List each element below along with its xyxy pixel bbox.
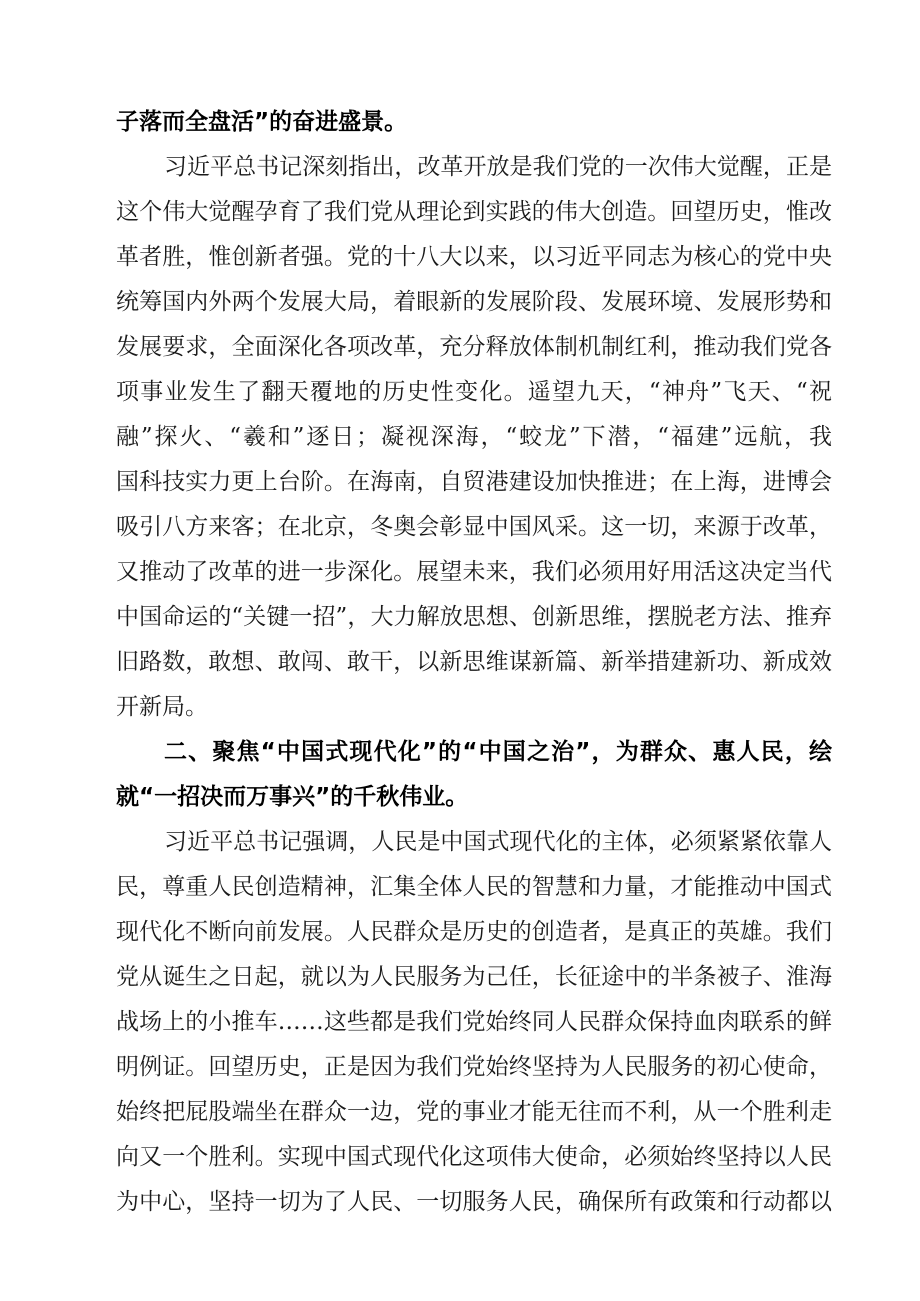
paragraph-people-line: 战场上的小推车……这些都是我们党始终同人民群众保持血肉联系的鲜 (116, 1009, 832, 1035)
paragraph-reform-line: 发展要求，全面深化各项改革，充分释放体制机制红利，推动我们党各 (116, 334, 832, 360)
paragraph-people-line: 始终把屁股端坐在群众一边，党的事业才能无往而不利，从一个胜利走 (116, 1099, 832, 1125)
paragraph-reform-line: 革者胜，惟创新者强。党的十八大以来，以习近平同志为核心的党中央 (116, 244, 832, 270)
paragraph-people-line: 党从诞生之日起，就以为人民服务为己任，长征途中的半条被子、淮海 (116, 964, 832, 990)
paragraph-reform-line: 这个伟大觉醒孕育了我们党从理论到实践的伟大创造。回望历史，惟改 (116, 199, 832, 225)
paragraph-continuation-line: 子落而全盘活”的奋进盛景。 (116, 109, 408, 135)
section-heading-two-line: 二、聚焦“中国式现代化”的“中国之治”，为群众、惠人民，绘 (164, 739, 832, 765)
paragraph-people-line: 民，尊重人民创造精神，汇集全体人民的智慧和力量，才能推动中国式 (116, 874, 832, 900)
paragraph-people-line: 习近平总书记强调，人民是中国式现代化的主体，必须紧紧依靠人 (164, 829, 832, 855)
paragraph-people-line: 为中心，坚持一切为了人民、一切服务人民，确保所有政策和行动都以 (116, 1189, 832, 1215)
paragraph-reform-line: 开新局。 (116, 694, 208, 720)
section-heading-two-line: 就“一招决而万事兴”的千秋伟业。 (116, 784, 469, 810)
paragraph-people-line: 向又一个胜利。实现中国式现代化这项伟大使命，必须始终坚持以人民 (116, 1144, 832, 1170)
paragraph-reform-line: 项事业发生了翻天覆地的历史性变化。遥望九天，“神舟”飞天、“祝 (116, 379, 832, 405)
paragraph-reform-line: 中国命运的“关键一招”，大力解放思想、创新思维，摆脱老方法、推弃 (116, 604, 832, 630)
paragraph-reform-line: 旧路数，敢想、敢闯、敢干，以新思维谋新篇、新举措建新功、新成效 (116, 649, 832, 675)
paragraph-reform-line: 习近平总书记深刻指出，改革开放是我们党的一次伟大觉醒，正是 (164, 154, 832, 180)
paragraph-reform-line: 国科技实力更上台阶。在海南，自贸港建设加快推进；在上海，进博会 (116, 469, 832, 495)
paragraph-reform-line: 又推动了改革的进一步深化。展望未来，我们必须用好用活这决定当代 (116, 559, 832, 585)
paragraph-reform-line: 统筹国内外两个发展大局，着眼新的发展阶段、发展环境、发展形势和 (116, 289, 832, 315)
paragraph-reform-line: 吸引八方来客；在北京，冬奥会彰显中国风采。这一切，来源于改革， (116, 514, 832, 540)
paragraph-reform-line: 融”探火、“羲和”逐日；凝视深海，“蛟龙”下潜，“福建”远航，我 (116, 424, 832, 450)
paragraph-people-line: 明例证。回望历史，正是因为我们党始终坚持为人民服务的初心使命， (116, 1054, 832, 1080)
paragraph-people-line: 现代化不断向前发展。人民群众是历史的创造者，是真正的英雄。我们 (116, 919, 832, 945)
